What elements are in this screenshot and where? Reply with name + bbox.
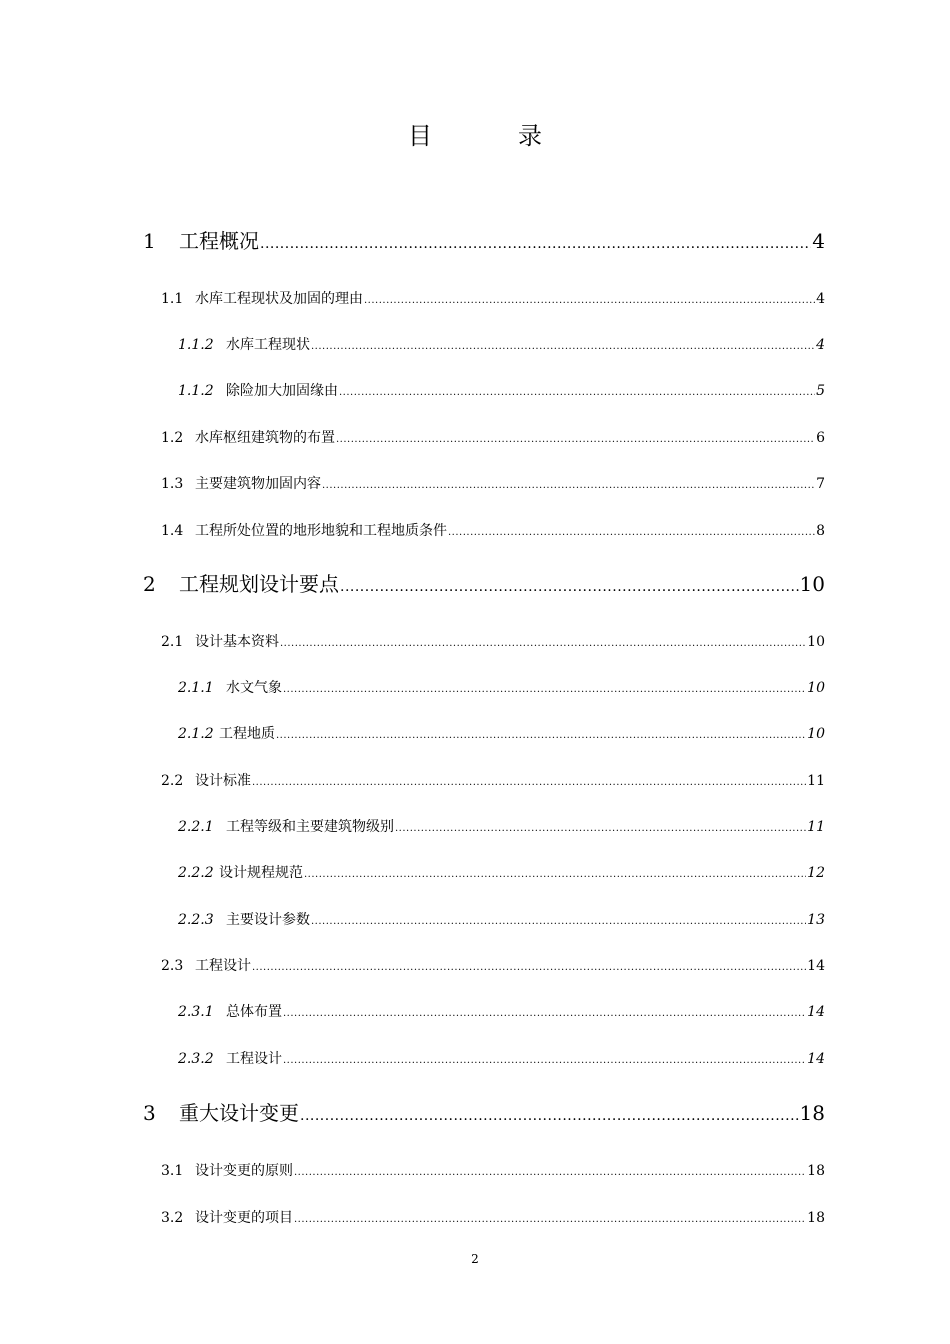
toc-entry[interactable]	[178, 1001, 825, 1021]
toc-page: 10	[807, 634, 825, 650]
toc-leader	[364, 291, 815, 307]
toc-page: 11	[807, 819, 825, 835]
page-number: 2	[471, 1252, 479, 1266]
toc-label: 工程规划设计要点	[179, 572, 339, 596]
toc-entry[interactable]	[161, 288, 825, 308]
toc-page: 7	[816, 476, 825, 492]
toc-label: 主要建筑物加固内容	[195, 476, 321, 492]
toc-number: 2.1.1	[178, 680, 214, 696]
toc-page: 10	[799, 572, 825, 596]
toc-label: 总体布置	[226, 1004, 282, 1020]
toc-title-char-1: 目	[408, 122, 432, 150]
toc-entry[interactable]	[161, 631, 825, 651]
toc-page: 12	[807, 865, 825, 881]
toc-leader	[339, 383, 815, 399]
toc-label: 除险加大加固缘由	[226, 383, 338, 399]
toc-leader	[283, 680, 806, 696]
toc-entry[interactable]	[178, 1048, 825, 1068]
toc-page: 14	[807, 958, 825, 974]
toc-leader	[294, 1210, 806, 1226]
toc-number: 2.2	[161, 773, 184, 789]
toc-leader	[395, 819, 806, 835]
toc-entry[interactable]	[178, 380, 825, 400]
toc-page: 10	[807, 726, 825, 742]
toc-label: 设计变更的原则	[195, 1163, 293, 1179]
toc-number: 1.2	[161, 430, 184, 446]
toc-label: 水库工程现状	[226, 337, 310, 353]
toc-page: 18	[799, 1101, 825, 1125]
toc-number: 2.2.3	[178, 912, 214, 928]
toc-entry[interactable]	[161, 1207, 825, 1227]
toc-page: 18	[807, 1163, 825, 1179]
toc-page: 13	[807, 912, 825, 928]
toc-leader	[276, 726, 806, 742]
toc-page: 11	[807, 773, 825, 789]
toc-leader	[304, 865, 806, 881]
toc-label: 水库工程现状及加固的理由	[195, 291, 363, 307]
toc-page: 5	[816, 383, 825, 399]
toc-leader	[252, 773, 806, 789]
toc-leader	[311, 337, 815, 353]
toc-number: 1.3	[161, 476, 184, 492]
toc-entry[interactable]	[178, 334, 825, 354]
toc-page: 4	[816, 291, 825, 307]
toc-number: 3.1	[161, 1163, 184, 1179]
toc-label: 设计规程规范	[219, 865, 303, 881]
toc-page: 6	[816, 430, 825, 446]
toc-number: 3.2	[161, 1210, 184, 1226]
toc-leader	[283, 1051, 806, 1067]
toc-label: 重大设计变更	[179, 1101, 299, 1125]
toc-number: 2	[143, 572, 156, 596]
toc-number: 2.3	[161, 958, 184, 974]
toc-page: 8	[816, 523, 825, 539]
toc-entry[interactable]	[178, 723, 825, 743]
toc-number: 2.3.2	[178, 1051, 214, 1067]
toc-leader	[340, 572, 799, 596]
toc-label: 工程所处位置的地形地貌和工程地质条件	[195, 523, 447, 539]
toc-entry[interactable]	[143, 568, 825, 597]
toc-label: 工程设计	[195, 958, 251, 974]
toc-entry[interactable]	[161, 955, 825, 975]
toc-label: 设计标准	[195, 773, 251, 789]
toc-page: 18	[807, 1210, 825, 1226]
toc-label: 主要设计参数	[226, 912, 310, 928]
toc-leader	[336, 430, 815, 446]
toc-number: 2.2.2	[178, 865, 214, 881]
toc-number: 1.1	[161, 291, 184, 307]
toc-leader	[311, 912, 806, 928]
toc-page: 4	[812, 229, 825, 253]
toc-number: 2.1.2	[178, 726, 214, 742]
toc-leader	[280, 634, 806, 650]
toc-label: 工程概况	[179, 229, 259, 253]
toc-entry[interactable]	[178, 909, 825, 929]
toc-label: 水文气象	[226, 680, 282, 696]
toc-entry[interactable]	[178, 677, 825, 697]
toc-leader	[283, 1004, 806, 1020]
toc-leader	[322, 476, 815, 492]
toc-label: 设计基本资料	[195, 634, 279, 650]
toc-number: 2.1	[161, 634, 184, 650]
toc-entry[interactable]	[161, 1160, 825, 1180]
toc-entry[interactable]	[178, 862, 825, 882]
toc-leader	[294, 1163, 806, 1179]
toc-label: 水库枢纽建筑物的布置	[195, 430, 335, 446]
toc-number: 2.2.1	[178, 819, 214, 835]
toc-label: 工程等级和主要建筑物级别	[226, 819, 394, 835]
toc-number: 1.4	[161, 523, 184, 539]
toc-entry[interactable]	[161, 520, 825, 540]
toc-label: 工程地质	[219, 726, 275, 742]
toc-entry[interactable]	[161, 473, 825, 493]
toc-title-char-2: 录	[518, 122, 542, 150]
toc-page: 14	[807, 1051, 825, 1067]
toc-number: 2.3.1	[178, 1004, 214, 1020]
toc-label: 工程设计	[226, 1051, 282, 1067]
toc-number: 1.1.2	[178, 383, 214, 399]
toc-number: 3	[143, 1101, 156, 1125]
toc-page: 10	[807, 680, 825, 696]
toc-page: 4	[816, 337, 825, 353]
toc-number: 1.1.2	[178, 337, 214, 353]
toc-leader	[300, 1101, 799, 1125]
toc-entry[interactable]	[161, 427, 825, 447]
toc-entry[interactable]	[143, 225, 825, 254]
toc-leader	[260, 229, 811, 253]
toc-label: 设计变更的项目	[195, 1210, 293, 1226]
toc-page: 14	[807, 1004, 825, 1020]
toc-entry[interactable]	[143, 1097, 825, 1126]
toc-number: 1	[143, 229, 156, 253]
toc-entry[interactable]	[161, 770, 825, 790]
toc-entry[interactable]	[178, 816, 825, 836]
toc-leader	[448, 523, 815, 539]
toc-leader	[252, 958, 806, 974]
